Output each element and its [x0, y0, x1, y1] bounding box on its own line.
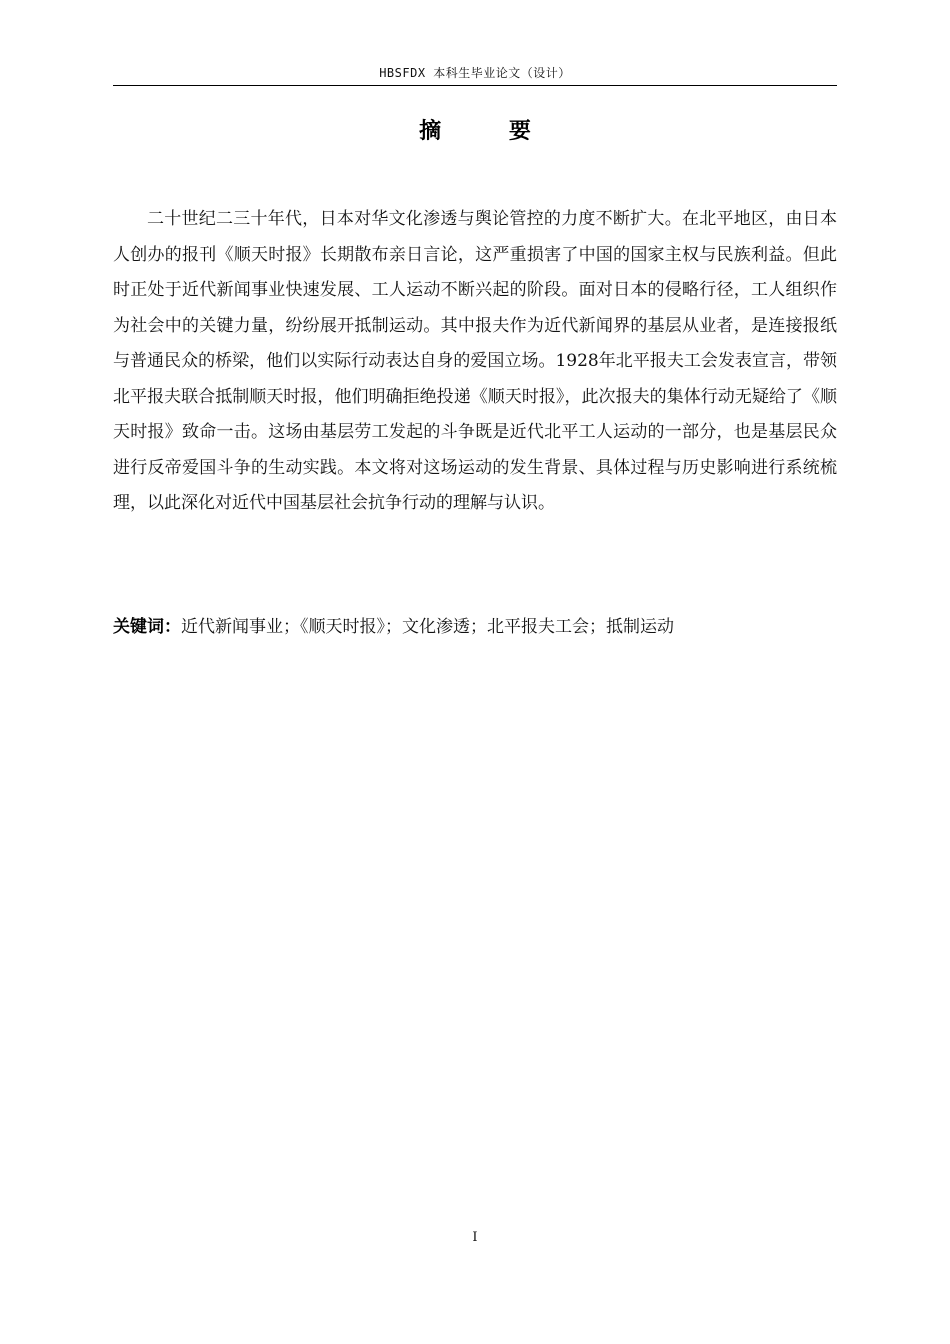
keywords-label: 关键词： [113, 617, 181, 637]
header-rule [113, 85, 837, 86]
page-number: I [472, 1230, 478, 1245]
keywords-line [113, 613, 837, 641]
running-header: HBSFDX 本科生毕业论文（设计） [379, 66, 571, 80]
keywords-text: 近代新闻事业；《顺天时报》；文化渗透；北平报夫工会；抵制运动 [181, 617, 674, 637]
abstract-paragraph: 二十世纪二三十年代，日本对华文化渗透与舆论管控的力度不断扩大。在北平地区，由日本人创办的报刊《顺天时报》长期散布亲日言论，这严重损害了中国的国家主权与民族利益。但此时正处于近代新闻事业快速发展、工人运动不断兴起的阶段。面对日本的侵略行径，工人组织作为社会中的关键力量，纷纷展开抵制运动。其中报夫作为近代新闻界的基层从业者，是连接报纸与普通民众的桥梁，他们以实际行动表达自身的爱国立场。1928年北平报夫工会发表宣言，带领北平报夫联合抵制顺天时报，他们明确拒绝投递《顺天时报》，此次报夫的集体行动无疑给了《顺天时报》致命一击。这场由基层劳工发起的斗争既是近代北平工人运动的一部分，也是基层民众进行反帝爱国斗争的生动实践。本文将对这场运动的发生背景、具体过程与历史影响进行系统梳理，以此深化对近代中国基层社会抗争行动的理解与认识。 [113, 209, 837, 513]
page-title: 摘 要 [419, 119, 561, 144]
